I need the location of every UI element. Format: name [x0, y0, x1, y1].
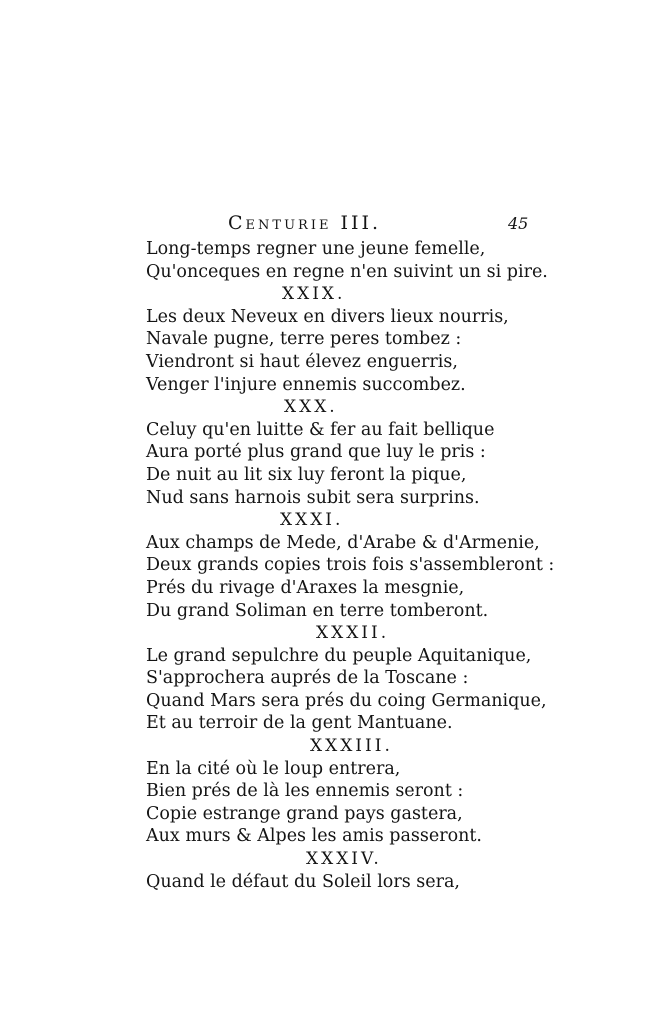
verse-line: En la cité où le loup entrera, — [146, 758, 401, 779]
quatrain-numeral: XXXIII. — [310, 736, 393, 757]
verse-line: Long-temps regner une jeune femelle, — [146, 239, 486, 259]
verse-line: Aux champs de Mede, d'Arabe & d'Armenie, — [146, 532, 540, 553]
quatrain-text-block — [146, 238, 555, 893]
verse-line: Prés du rivage d'Araxes la mesgnie, — [146, 577, 465, 598]
verse-line: Qu'onceques en regne n'en suivint un si pire. — [146, 261, 548, 282]
verse-line: Copie estrange grand pays gastera, — [146, 803, 463, 824]
quatrain-numeral: XXXI. — [280, 510, 344, 531]
verse-line: Quand Mars sera prés du coing Germanique, — [146, 690, 547, 711]
verse-line: Venger l'injure ennemis succombez. — [146, 374, 466, 395]
quatrain-numeral: XXX. — [284, 397, 338, 418]
verse-line: Celuy qu'en luitte & fer au fait bellique — [146, 419, 495, 440]
quatrain-numeral: XXIX. — [282, 284, 346, 305]
verse-line: Bien prés de là les ennemis seront : — [146, 781, 464, 802]
verse-line: S'approchera auprés de la Toscane : — [146, 668, 469, 689]
verse-line: Viendront si haut élevez enguerris, — [146, 351, 458, 372]
running-title: Centurie III. — [228, 212, 382, 234]
verse-line: Et au terroir de la gent Mantuane. — [146, 713, 453, 734]
verse-line: Le grand sepulchre du peuple Aquitanique, — [146, 645, 532, 666]
verse-line: Les deux Neveux en divers lieux nourris, — [146, 306, 509, 327]
quatrain-numeral: XXXII. — [316, 623, 390, 644]
verse-line: De nuit au lit six luy feront la pique, — [146, 464, 467, 485]
verse-line: Aux murs & Alpes les amis passeront. — [146, 826, 482, 847]
verse-line: Quand le défaut du Soleil lors sera, — [146, 871, 460, 892]
verse-line: Aura porté plus grand que luy le pris : — [146, 442, 486, 463]
verse-line: Deux grands copies trois fois s'assembleront : — [146, 555, 555, 576]
verse-line: Nud sans harnois subit sera surprins. — [146, 487, 480, 508]
verse-line: Navale pugne, terre peres tombez : — [146, 329, 462, 350]
quatrain-numeral: XXXIV. — [306, 849, 382, 870]
verse-line: Du grand Soliman en terre tomberont. — [146, 600, 489, 621]
page-number: 45 — [508, 214, 529, 233]
